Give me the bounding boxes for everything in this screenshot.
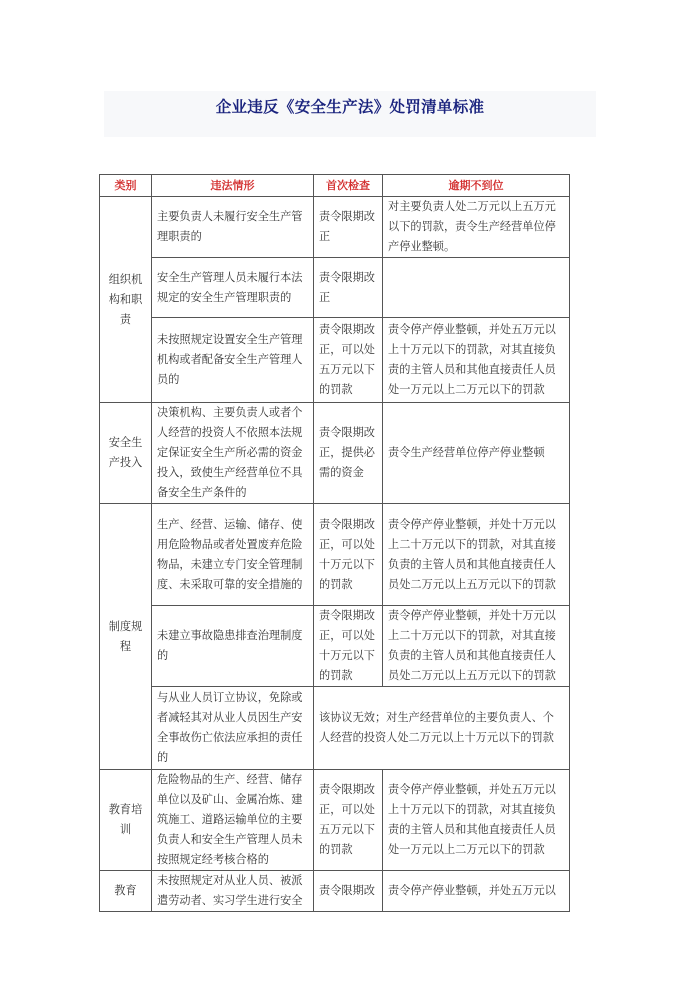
category-cell: 制度规程 [100,504,152,770]
header-violation: 违法情形 [152,175,314,197]
first-check-cell: 责令限期改正，可以处五万元以下的罚款 [314,318,383,403]
first-check-cell: 责令限期改正，可以处十万元以下的罚款 [314,504,383,606]
table-row [100,770,570,871]
table-row [100,606,570,687]
table-row [100,403,570,504]
first-check-cell: 责令限期改正 [314,197,383,258]
title-banner [104,91,596,137]
violation-cell: 与从业人员订立协议，免除或者减轻其对从业人员因生产安全事故伤亡依法应承担的责任的 [152,687,314,770]
table-row [100,871,570,912]
category-cell: 教育培训 [100,770,152,871]
first-check-cell: 责令限期改正，可以处十万元以下的罚款 [314,606,383,687]
table-row [100,318,570,403]
first-check-cell: 责令限期改 [314,871,383,912]
violation-cell: 主要负责人未履行安全生产管理职责的 [152,197,314,258]
first-check-cell: 责令限期改正，可以处五万元以下的罚款 [314,770,383,871]
violation-cell: 安全生产管理人员未履行本法规定的安全生产管理职责的 [152,258,314,318]
violation-cell: 未建立事故隐患排查治理制度的 [152,606,314,687]
first-check-cell: 责令限期改正，提供必需的资金 [314,403,383,504]
overdue-cell: 责令停产停业整顿，并处十万元以上二十万元以下的罚款，对其直接负责的主管人员和其他直接责任人员处二万元以上五万元以下的罚款 [383,504,570,606]
table-row [100,504,570,606]
overdue-cell: 责令停产停业整顿，并处五万元以 [383,871,570,912]
table-row [100,687,570,770]
category-cell: 教育 [100,871,152,912]
violation-cell: 生产、经营、运输、储存、使用危险物品或者处置废弃危险物品，未建立专门安全管理制度、未采取可靠的安全措施的 [152,504,314,606]
table-header-row [100,175,570,197]
header-first-check: 首次检查 [314,175,383,197]
table-row [100,197,570,258]
header-overdue: 逾期不到位 [383,175,570,197]
violation-cell: 未按照规定设置安全生产管理机构或者配备安全生产管理人员的 [152,318,314,403]
overdue-cell: 对主要负责人处二万元以上五万元以下的罚款，责令生产经营单位停产停业整顿。 [383,197,570,258]
overdue-cell: 责令停产停业整顿，并处五万元以上十万元以下的罚款，对其直接负责的主管人员和其他直接责任人员处一万元以上二万元以下的罚款 [383,770,570,871]
violation-cell: 危险物品的生产、经营、储存单位以及矿山、金属冶炼、建筑施工、道路运输单位的主要负责人和安全生产管理人员未按照规定经考核合格的 [152,770,314,871]
penalty-table [99,174,570,912]
page-title: 企业违反《安全生产法》处罚清单标准 [215,98,485,116]
overdue-cell [383,258,570,318]
overdue-cell: 责令停产停业整顿，并处十万元以上二十万元以下的罚款，对其直接负责的主管人员和其他直接责任人员处二万元以上五万元以下的罚款 [383,606,570,687]
header-category: 类别 [100,175,152,197]
violation-cell: 未按照规定对从业人员、被派遣劳动者、实习学生进行安全 [152,871,314,912]
first-check-cell: 责令限期改正 [314,258,383,318]
overdue-cell: 责令生产经营单位停产停业整顿 [383,403,570,504]
overdue-cell: 责令停产停业整顿，并处五万元以上十万元以下的罚款，对其直接负责的主管人员和其他直接责任人员处一万元以上二万元以下的罚款 [383,318,570,403]
category-cell: 安全生产投入 [100,403,152,504]
category-cell: 组织机构和职责 [100,197,152,403]
violation-cell: 决策机构、主要负责人或者个人经营的投资人不依照本法规定保证安全生产所必需的资金投入，致使生产经营单位不具备安全生产条件的 [152,403,314,504]
merged-penalty-cell: 该协议无效；对生产经营单位的主要负责人、个人经营的投资人处二万元以上十万元以下的罚款 [314,687,570,770]
table-row [100,258,570,318]
